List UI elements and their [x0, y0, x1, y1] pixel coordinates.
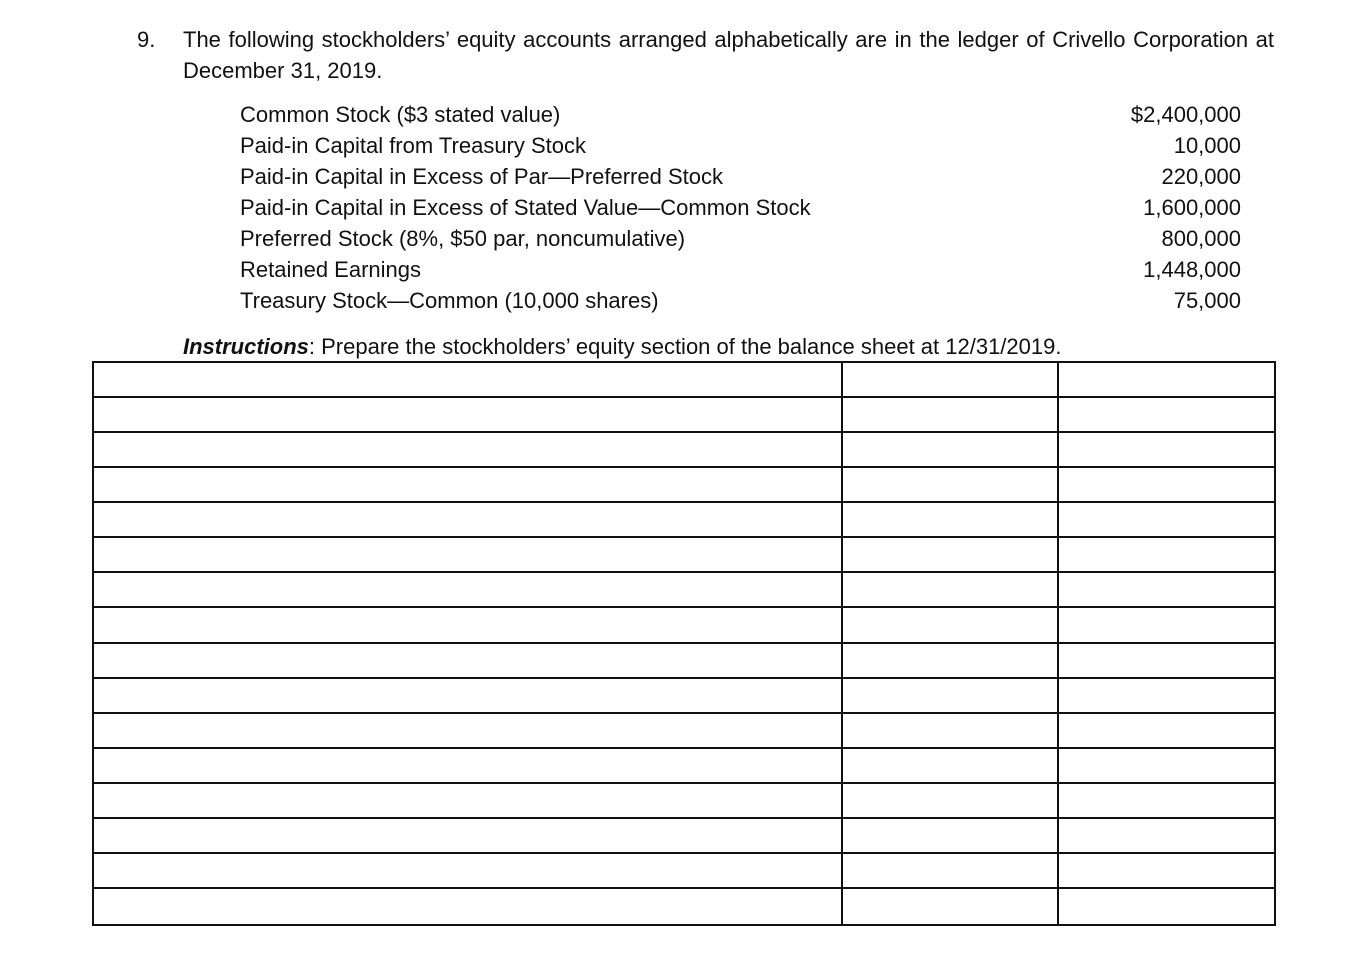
answer-cell[interactable]	[1059, 784, 1274, 819]
answer-cell[interactable]	[94, 644, 843, 679]
answer-cell[interactable]	[843, 644, 1059, 679]
account-amount: 1,448,000	[1143, 257, 1241, 282]
answer-cell[interactable]	[94, 749, 843, 784]
account-amount: 1,600,000	[1143, 195, 1241, 220]
answer-cell[interactable]	[843, 679, 1059, 714]
answer-cell[interactable]	[94, 819, 843, 854]
answer-cell[interactable]	[94, 538, 843, 573]
account-row	[240, 130, 1241, 161]
answer-cell[interactable]	[94, 363, 843, 398]
instructions	[183, 331, 1061, 362]
answer-cell[interactable]	[1059, 749, 1274, 784]
answer-cell[interactable]	[1059, 398, 1274, 433]
answer-cell[interactable]	[94, 679, 843, 714]
answer-cell[interactable]	[94, 608, 843, 643]
answer-cell[interactable]	[94, 468, 843, 503]
account-name: Treasury Stock—Common (10,000 shares)	[240, 288, 659, 313]
answer-cell[interactable]	[1059, 573, 1274, 608]
answer-cell[interactable]	[1059, 679, 1274, 714]
answer-cell[interactable]	[1059, 644, 1274, 679]
account-name: Paid-in Capital in Excess of Stated Value—Common Stock	[240, 195, 811, 220]
answer-cell[interactable]	[1059, 714, 1274, 749]
answer-cell[interactable]	[94, 784, 843, 819]
account-amount: 800,000	[1161, 226, 1241, 251]
answer-cell[interactable]	[94, 398, 843, 433]
answer-cell[interactable]	[843, 889, 1059, 924]
answer-cell[interactable]	[94, 433, 843, 468]
answer-cell[interactable]	[843, 608, 1059, 643]
answer-cell[interactable]	[1059, 363, 1274, 398]
answer-cell[interactable]	[843, 433, 1059, 468]
answer-cell[interactable]	[94, 573, 843, 608]
answer-cell[interactable]	[843, 714, 1059, 749]
account-name: Paid-in Capital from Treasury Stock	[240, 133, 587, 158]
answer-cell[interactable]	[94, 854, 843, 889]
answer-cell[interactable]	[1059, 608, 1274, 643]
answer-cell[interactable]	[843, 854, 1059, 889]
instructions-text: : Prepare the stockholders’ equity section of the balance sheet at 12/31/2019.	[308, 334, 1062, 359]
question-text: The following stockholders’ equity accounts arranged alphabetically are in the ledger of Crivello Corporation at December 31, 2019.	[183, 27, 1274, 83]
account-row	[240, 192, 1241, 223]
answer-cell[interactable]	[843, 398, 1059, 433]
answer-cell[interactable]	[843, 749, 1059, 784]
account-row	[240, 223, 1241, 254]
question-number: 9.	[137, 27, 156, 52]
answer-cell[interactable]	[843, 538, 1059, 573]
account-name: Paid-in Capital in Excess of Par—Preferred Stock	[240, 164, 723, 189]
answer-cell[interactable]	[94, 889, 843, 924]
answer-cell[interactable]	[843, 573, 1059, 608]
answer-cell[interactable]	[1059, 433, 1274, 468]
instructions-label: Instructions	[183, 334, 309, 359]
account-row	[240, 161, 1241, 192]
answer-cell[interactable]	[1059, 538, 1274, 573]
answer-cell[interactable]	[843, 784, 1059, 819]
answer-cell[interactable]	[1059, 468, 1274, 503]
answer-cell[interactable]	[843, 819, 1059, 854]
account-row	[240, 99, 1241, 130]
account-name: Retained Earnings	[240, 257, 422, 282]
answer-cell[interactable]	[1059, 889, 1274, 924]
answer-cell[interactable]	[1059, 854, 1274, 889]
account-name: Preferred Stock (8%, $50 par, noncumulative)	[240, 226, 686, 251]
account-name: Common Stock ($3 stated value)	[240, 102, 561, 127]
account-amount: $2,400,000	[1130, 102, 1241, 127]
answer-cell[interactable]	[843, 363, 1059, 398]
answer-cell[interactable]	[843, 468, 1059, 503]
answer-cell[interactable]	[843, 503, 1059, 538]
account-amount: 75,000	[1173, 288, 1241, 313]
account-row	[240, 254, 1241, 285]
answer-table	[92, 361, 1276, 926]
account-list	[240, 99, 1241, 316]
answer-cell[interactable]	[1059, 503, 1274, 538]
account-row	[240, 285, 1241, 316]
account-amount: 220,000	[1161, 164, 1241, 189]
answer-cell[interactable]	[94, 503, 843, 538]
account-amount: 10,000	[1173, 133, 1241, 158]
answer-cell[interactable]	[94, 714, 843, 749]
answer-cell[interactable]	[1059, 819, 1274, 854]
